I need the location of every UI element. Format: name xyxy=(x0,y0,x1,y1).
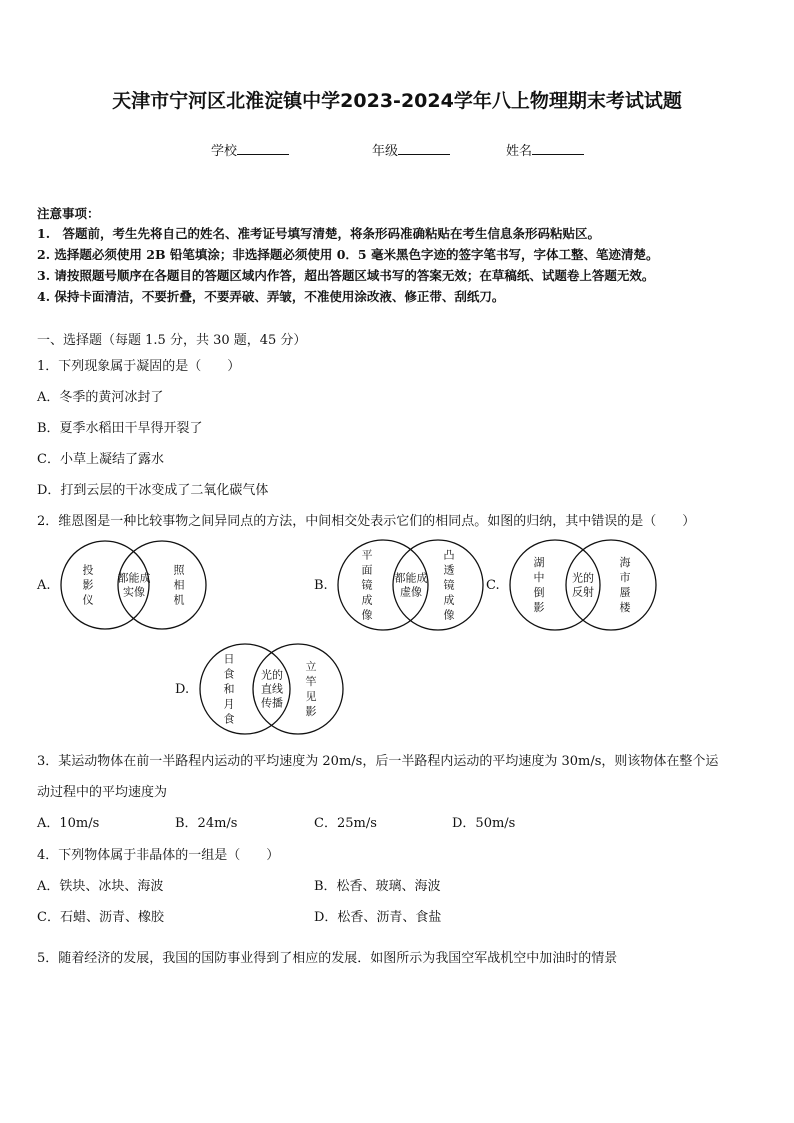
venn-right-char: 镜 xyxy=(443,578,455,592)
venn-middle-text: 传播 xyxy=(261,696,283,710)
q2-option-c-label: C. xyxy=(486,578,500,593)
venn-left-char: 成 xyxy=(361,593,373,607)
q1-stem: 1．下列现象属于凝固的是（ ） xyxy=(37,359,241,374)
q2-option-d-label: D. xyxy=(175,682,190,697)
venn-middle-text: 直线 xyxy=(261,682,283,696)
notice-heading: 注意事项： xyxy=(37,206,100,221)
q3-option-d: D．50m/s xyxy=(452,816,516,831)
venn-right-char: 影 xyxy=(305,705,317,718)
grade-blank xyxy=(398,142,450,155)
q3-stem-line2: 动过程中的平均速度为 xyxy=(37,785,168,800)
venn-left-char: 平 xyxy=(361,548,373,562)
venn-left-char: 影 xyxy=(82,578,94,592)
q3-stem-line1: 3．某运动物体在前一半路程内运动的平均速度为 20m/s，后一半路程内运动的平均速度为 30m/s，则该物体在整个运 xyxy=(37,754,719,769)
q3-option-b: B．24m/s xyxy=(175,816,238,831)
venn-middle-text: 光的 xyxy=(572,571,594,585)
q1-option-a: A．冬季的黄河冰封了 xyxy=(37,390,164,405)
venn-right-char: 像 xyxy=(443,608,455,622)
q4-stem: 4．下列物体属于非晶体的一组是（ ） xyxy=(37,848,280,863)
venn-right-char: 成 xyxy=(443,593,455,607)
venn-right-char: 海 xyxy=(619,556,631,569)
name-field xyxy=(506,140,584,159)
notice-item: 3. 请按照题号顺序在各题目的答题区域内作答，超出答题区域书写的答案无效；在草稿纸、试题卷上答题无效。 xyxy=(37,268,655,283)
q1-option-d: D．打到云层的干冰变成了二氧化碳气体 xyxy=(37,483,269,498)
school-blank xyxy=(237,142,289,155)
venn-left-char: 镜 xyxy=(361,578,373,592)
venn-left-char: 中 xyxy=(533,571,545,584)
q2-option-a-label: A. xyxy=(37,578,51,593)
venn-right-char: 凸 xyxy=(443,548,455,562)
venn-left-char: 湖 xyxy=(533,556,545,569)
q4-option-a: A．铁块、冰块、海波 xyxy=(37,879,164,894)
venn-left-char: 面 xyxy=(361,563,373,577)
venn-left-char: 影 xyxy=(533,601,545,614)
venn-right-char: 立 xyxy=(305,660,317,673)
venn-diagram-d xyxy=(198,642,348,737)
q5-stem: 5．随着经济的发展，我国的国防事业得到了相应的发展．如图所示为我国空军战机空中加油时的情景 xyxy=(37,951,618,966)
grade-label: 年级 xyxy=(372,144,399,159)
venn-middle-text: 虚像 xyxy=(400,585,422,599)
venn-right-char: 楼 xyxy=(619,601,631,614)
q4-option-c: C．石蜡、沥青、橡胶 xyxy=(37,910,164,925)
venn-left-char: 投 xyxy=(82,563,94,577)
venn-left-char: 食 xyxy=(223,712,235,726)
venn-middle-text: 都能成 xyxy=(394,571,428,585)
venn-right-char: 机 xyxy=(173,593,185,607)
venn-diagram-b xyxy=(336,538,486,633)
q2-option-b-label: B. xyxy=(314,578,328,593)
name-blank xyxy=(532,142,584,155)
venn-diagram-c xyxy=(507,538,662,633)
section-heading: 一、选择题（每题 1.5 分，共 30 题，45 分） xyxy=(37,333,307,348)
school-field xyxy=(211,140,289,159)
school-label: 学校 xyxy=(211,144,238,159)
q3-option-a: A．10m/s xyxy=(37,816,100,831)
venn-diagram-a xyxy=(58,538,213,633)
venn-left-char: 倒 xyxy=(533,586,545,599)
venn-left-char: 像 xyxy=(361,608,373,622)
notice-item: 1. 答题前，考生先将自己的姓名、准考证号填写清楚，将条形码准确粘贴在考生信息条形码粘贴区。 xyxy=(37,226,601,241)
grade-field xyxy=(372,140,450,159)
venn-right-char: 照 xyxy=(173,563,185,577)
q4-option-d: D．松香、沥青、食盐 xyxy=(314,910,442,925)
venn-middle-text: 光的 xyxy=(261,668,283,682)
venn-right-char: 蜃 xyxy=(619,586,631,599)
venn-left-char: 仪 xyxy=(82,593,94,607)
venn-middle-text: 都能成 xyxy=(117,571,151,585)
page-title: 天津市宁河区北淮淀镇中学2023-2024学年八上物理期末考试试题 xyxy=(112,90,682,112)
venn-right-char: 市 xyxy=(619,571,631,584)
venn-left-char: 月 xyxy=(223,697,235,711)
q1-option-c: C．小草上凝结了露水 xyxy=(37,452,164,467)
venn-left-char: 日 xyxy=(223,652,235,666)
venn-left-char: 食 xyxy=(223,667,235,681)
venn-right-char: 透 xyxy=(443,563,455,577)
q3-option-c: C．25m/s xyxy=(314,816,377,831)
venn-right-char: 竿 xyxy=(305,675,317,688)
notice-item: 4. 保持卡面清洁，不要折叠，不要弄破、弄皱，不准使用涂改液、修正带、刮纸刀。 xyxy=(37,289,505,304)
name-label: 姓名 xyxy=(506,144,533,159)
venn-right-char: 相 xyxy=(173,578,185,592)
venn-left-char: 和 xyxy=(223,682,235,696)
notice-item: 2. 选择题必须使用 2B 铅笔填涂；非选择题必须使用 0．5 毫米黑色字迹的签字笔书写，字体工整、笔迹清楚。 xyxy=(37,247,659,262)
q2-stem: 2．维恩图是一种比较事物之间异同点的方法，中间相交处表示它们的相同点。如图的归纳，其中错误的是（ ） xyxy=(37,514,696,529)
q4-option-b: B．松香、玻璃、海波 xyxy=(314,879,441,894)
venn-right-char: 见 xyxy=(305,690,317,703)
venn-middle-text: 实像 xyxy=(123,585,145,599)
venn-middle-text: 反射 xyxy=(572,585,594,599)
q1-option-b: B．夏季水稻田干旱得开裂了 xyxy=(37,421,203,436)
